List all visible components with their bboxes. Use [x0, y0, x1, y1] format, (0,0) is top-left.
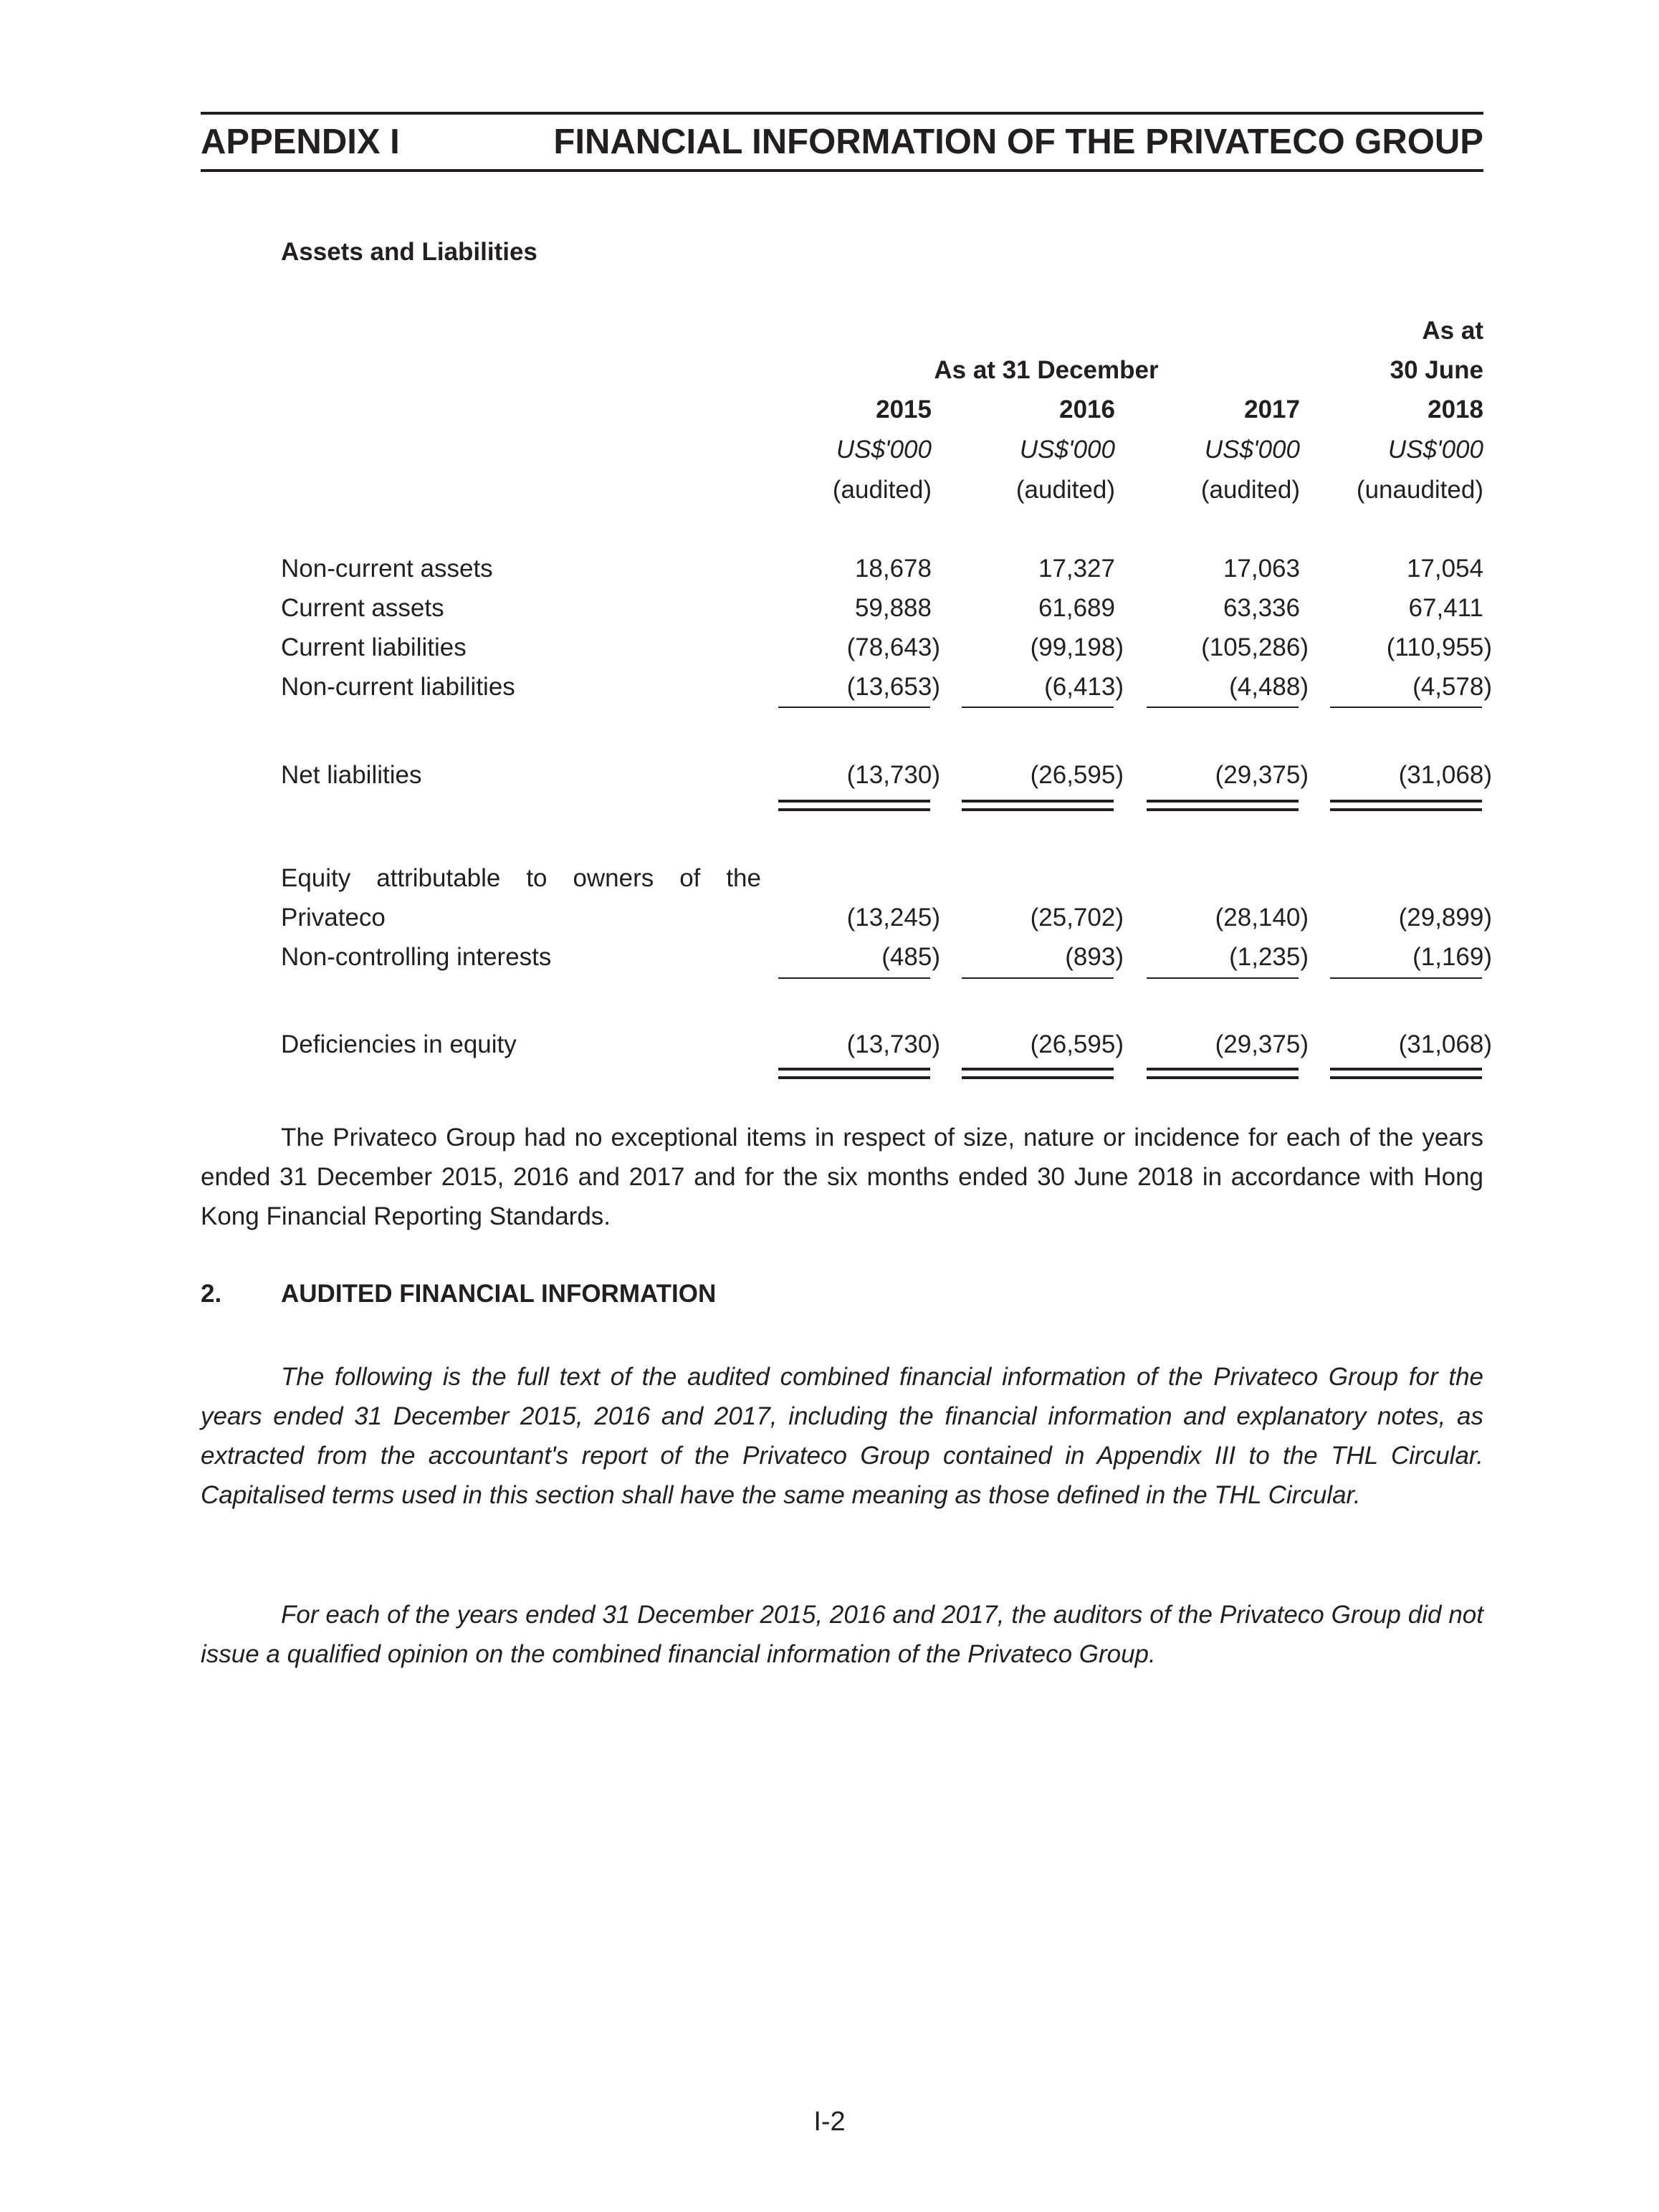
total-double-rule: [778, 1076, 930, 1079]
total-double-rule: [778, 808, 930, 811]
total-double-rule: [1330, 808, 1482, 811]
table-cell: (6,413): [1044, 673, 1124, 701]
table-cell: 17,063: [1223, 555, 1300, 583]
table-cell: (31,068): [1398, 761, 1492, 789]
subtotal-rule: [778, 977, 930, 979]
total-double-rule: [1330, 1076, 1482, 1079]
total-double-rule: [1147, 1076, 1299, 1079]
row-label-current-assets: Current assets: [281, 594, 444, 622]
table-cell: (13,245): [846, 904, 940, 932]
table-cell: (29,375): [1215, 1030, 1309, 1058]
subtotal-rule: [1330, 707, 1482, 708]
table-cell: 17,327: [1038, 555, 1115, 583]
paragraph-exceptional-items: The Privateco Group had no exceptional items in respect of size, nature or incidence for each of the years ended 31 December 2015, 2016 and 2017 and for the six months ended 30 June 2018 in accordance with Hong Kong Financial Reporting Standards.: [201, 1124, 1483, 1230]
total-double-rule: [778, 1068, 930, 1071]
col-year-2016: 2016: [1059, 396, 1115, 423]
table-cell: 67,411: [1408, 594, 1483, 622]
col-year-2015: 2015: [876, 396, 932, 423]
table-cell: (26,595): [1030, 1030, 1124, 1058]
table-cell: 61,689: [1038, 594, 1115, 622]
subtotal-rule: [1330, 977, 1482, 979]
page-header-title: FINANCIAL INFORMATION OF THE PRIVATECO GROUP: [553, 123, 1483, 161]
total-double-rule: [1147, 800, 1299, 803]
total-double-rule: [962, 1068, 1114, 1071]
total-double-rule: [962, 808, 1114, 811]
row-label-equity-line1: Equity attributable to owners of the: [281, 864, 761, 892]
col-unit-2016: US$'000: [1019, 436, 1115, 464]
row-label-deficiencies-in-equity: Deficiencies in equity: [281, 1030, 517, 1058]
row-label-current-liabilities: Current liabilities: [281, 633, 467, 661]
col-status-2018: (unaudited): [1356, 476, 1483, 504]
col-status-2016: (audited): [1015, 476, 1115, 504]
table-cell: (25,702): [1030, 904, 1124, 932]
total-double-rule: [1330, 1068, 1482, 1071]
table-cell: (31,068): [1398, 1030, 1492, 1058]
paragraph-audited-info: The following is the full text of the audited combined financial information of the Privateco Group for the years ended 31 December 2015, 2016 and 2017, including the financial information and explanatory notes, as extracted from the accountant's report of the Privateco Group contained in Appendix III to the THL Circular. Capitalised terms used in this section shall have the same meaning as those defined in the THL Circular.: [201, 1363, 1483, 1509]
table-cell: (485): [881, 943, 940, 971]
table-cell: (105,286): [1201, 633, 1309, 661]
col-year-2018: 2018: [1428, 396, 1483, 423]
table-cell: (13,653): [846, 673, 940, 701]
table-cell: 17,054: [1406, 555, 1483, 583]
appendix-label: APPENDIX I: [201, 123, 400, 161]
table-cell: (110,955): [1386, 633, 1492, 661]
col-unit-2015: US$'000: [836, 436, 932, 464]
table-cell: 63,336: [1223, 594, 1300, 622]
col-unit-2017: US$'000: [1204, 436, 1300, 464]
header-top-rule: [201, 112, 1483, 115]
table-cell: (893): [1065, 943, 1124, 971]
table-cell: (4,578): [1412, 673, 1492, 701]
total-double-rule: [962, 1076, 1114, 1079]
table-cell: 18,678: [854, 555, 932, 583]
total-double-rule: [1330, 800, 1482, 803]
col-unit-2018: US$'000: [1387, 436, 1483, 464]
table-cell: (1,235): [1229, 943, 1309, 971]
page-number: I-2: [813, 2107, 846, 2137]
total-double-rule: [962, 800, 1114, 803]
col-status-2015: (audited): [832, 476, 932, 504]
total-double-rule: [1147, 1068, 1299, 1071]
table-cell: (13,730): [846, 761, 940, 789]
row-label-privateco: Privateco: [281, 904, 386, 932]
col-year-2017: 2017: [1244, 396, 1300, 423]
section-heading: AUDITED FINANCIAL INFORMATION: [281, 1280, 717, 1308]
subtotal-rule: [962, 977, 1114, 979]
subtotal-rule: [778, 707, 930, 708]
table-cell: 59,888: [854, 594, 932, 622]
row-label-non-controlling-interests: Non-controlling interests: [281, 943, 552, 971]
col-status-2017: (audited): [1200, 476, 1300, 504]
section-title: Assets and Liabilities: [281, 238, 537, 266]
table-cell: (99,198): [1030, 633, 1124, 661]
table-cell: (1,169): [1412, 943, 1492, 971]
table-cell: (29,375): [1215, 761, 1309, 789]
subtotal-rule: [1147, 977, 1299, 979]
total-double-rule: [1147, 808, 1299, 811]
table-cell: (13,730): [846, 1030, 940, 1058]
subtotal-rule: [1147, 707, 1299, 708]
total-double-rule: [778, 800, 930, 803]
paragraph-auditor-opinion: For each of the years ended 31 December 2015, 2016 and 2017, the auditors of the Privateco Group did not issue a qualified opinion on the combined financial information of the Privateco Group.: [201, 1601, 1483, 1668]
row-label-net-liabilities: Net liabilities: [281, 761, 422, 789]
table-cell: (29,899): [1398, 904, 1492, 932]
section-number: 2.: [201, 1280, 222, 1308]
table-cell: (26,595): [1030, 761, 1124, 789]
row-label-non-current-assets: Non-current assets: [281, 555, 493, 583]
table-cell: (4,488): [1229, 673, 1309, 701]
row-label-non-current-liabilities: Non-current liabilities: [281, 673, 515, 701]
table-cell: (28,140): [1215, 904, 1309, 932]
header-bottom-rule: [201, 169, 1483, 172]
subtotal-rule: [962, 707, 1114, 708]
col-header-june-line1: As at: [1422, 317, 1483, 345]
col-header-june-line2: 30 June: [1390, 356, 1483, 384]
col-header-dec: As at 31 December: [934, 356, 1159, 384]
table-cell: (78,643): [846, 633, 940, 661]
